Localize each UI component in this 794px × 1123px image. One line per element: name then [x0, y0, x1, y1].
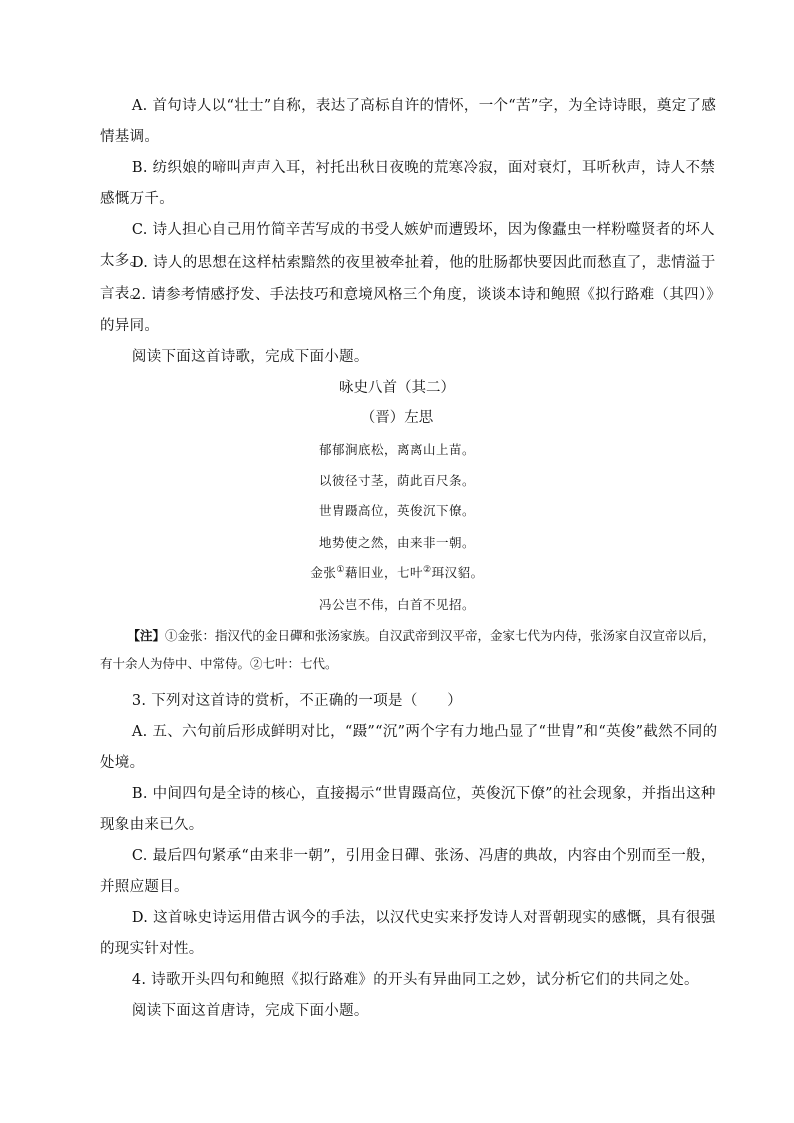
- poem-title: 咏史八首（其二）: [339, 380, 455, 396]
- reading-instruction-2: 阅读下面这首唐诗，完成下面小题。: [131, 1003, 369, 1019]
- question-3-stem: 3. 下列对这首诗的赏析，不正确的一项是（ ）: [131, 693, 463, 709]
- option-b-q3: B. 中间四句是全诗的核心，直接揭示“世胄蹑高位，英俊沉下僚”的社会现象，并指出这种现象由来已久。: [100, 786, 716, 833]
- footnote: [100, 622, 725, 678]
- poem-line-5: [0, 564, 794, 582]
- poem-line-6: 冯公岂不伟，白首不见招。: [318, 597, 475, 612]
- reading-instruction-1: 阅读下面这首诗歌，完成下面小题。: [131, 349, 369, 365]
- option-d-q3: D. 这首咏史诗运用借古讽今的手法，以汉代史实来抒发诗人对晋朝现实的感慨，具有很强的现实针对性。: [100, 910, 716, 957]
- poem-line-5-middle: 藉旧业，七叶: [344, 565, 423, 580]
- poem-line-1: 郁郁涧底松，离离山上苗。: [318, 442, 475, 457]
- footnote-marker-2: ②: [423, 564, 432, 575]
- option-a-q3: A. 五、六句前后形成鲜明对比，“蹑”“沉”两个字有力地凸显了“世胄”和“英俊”截然不同的处境。: [100, 724, 718, 771]
- question-4: 4. 诗歌开头四句和鲍照《拟行路难》的开头有异曲同工之妙，试分析它们的共同之处。: [131, 972, 699, 988]
- poem-line-2: 以彼径寸茎，荫此百尺条。: [318, 473, 475, 488]
- option-b-q1: B. 纺织娘的啼叫声声入耳，衬托出秋日夜晚的荒寒冷寂，面对衰灯，耳听秋声，诗人不禁感慨万千。: [100, 160, 716, 207]
- footnote-text: ①金张：指汉代的金日磾和张汤家族。自汉武帝到汉平帝，金家七代为内侍，张汤家自汉宣帝以后，有十余人为侍中、中常侍。②七叶：七代。: [100, 628, 716, 671]
- footnote-tag: 【注】: [127, 628, 166, 643]
- question-2: 2. 请参考情感抒发、手法技巧和意境风格三个角度，谈谈本诗和鲍照《拟行路难（其四）》的异同。: [100, 287, 722, 334]
- option-d-q1: D. 诗人的思想在这样枯索黯然的夜里被牵扯着，他的肚肠都快要因此而愁直了，悲情溢于言表。: [100, 255, 716, 302]
- poem-author: （晋）左思: [360, 410, 434, 426]
- option-a-q1: A. 首句诗人以“壮士”自称，表达了高标自许的情怀，一个“苦”字，为全诗诗眼，奠定了感情基调。: [100, 98, 717, 145]
- poem-line-5-end: 珥汉貂。: [431, 565, 484, 580]
- poem-line-3: 世胄蹑高位，英俊沉下僚。: [318, 503, 475, 518]
- footnote-marker-1: ①: [336, 564, 345, 575]
- poem-line-4: 地势使之然，由来非一朝。: [318, 535, 475, 550]
- poem-line-5-start: 金张: [310, 565, 337, 580]
- option-c-q1: C. 诗人担心自己用竹简辛苦写成的书受人嫉妒而遭毁坏，因为像蠹虫一样粉噬贤者的坏人太多。: [100, 222, 715, 269]
- option-c-q3: C. 最后四句紧承“由来非一朝”，引用金日磾、张汤、冯唐的典故，内容由个别而至一般，并照应题目。: [100, 848, 716, 895]
